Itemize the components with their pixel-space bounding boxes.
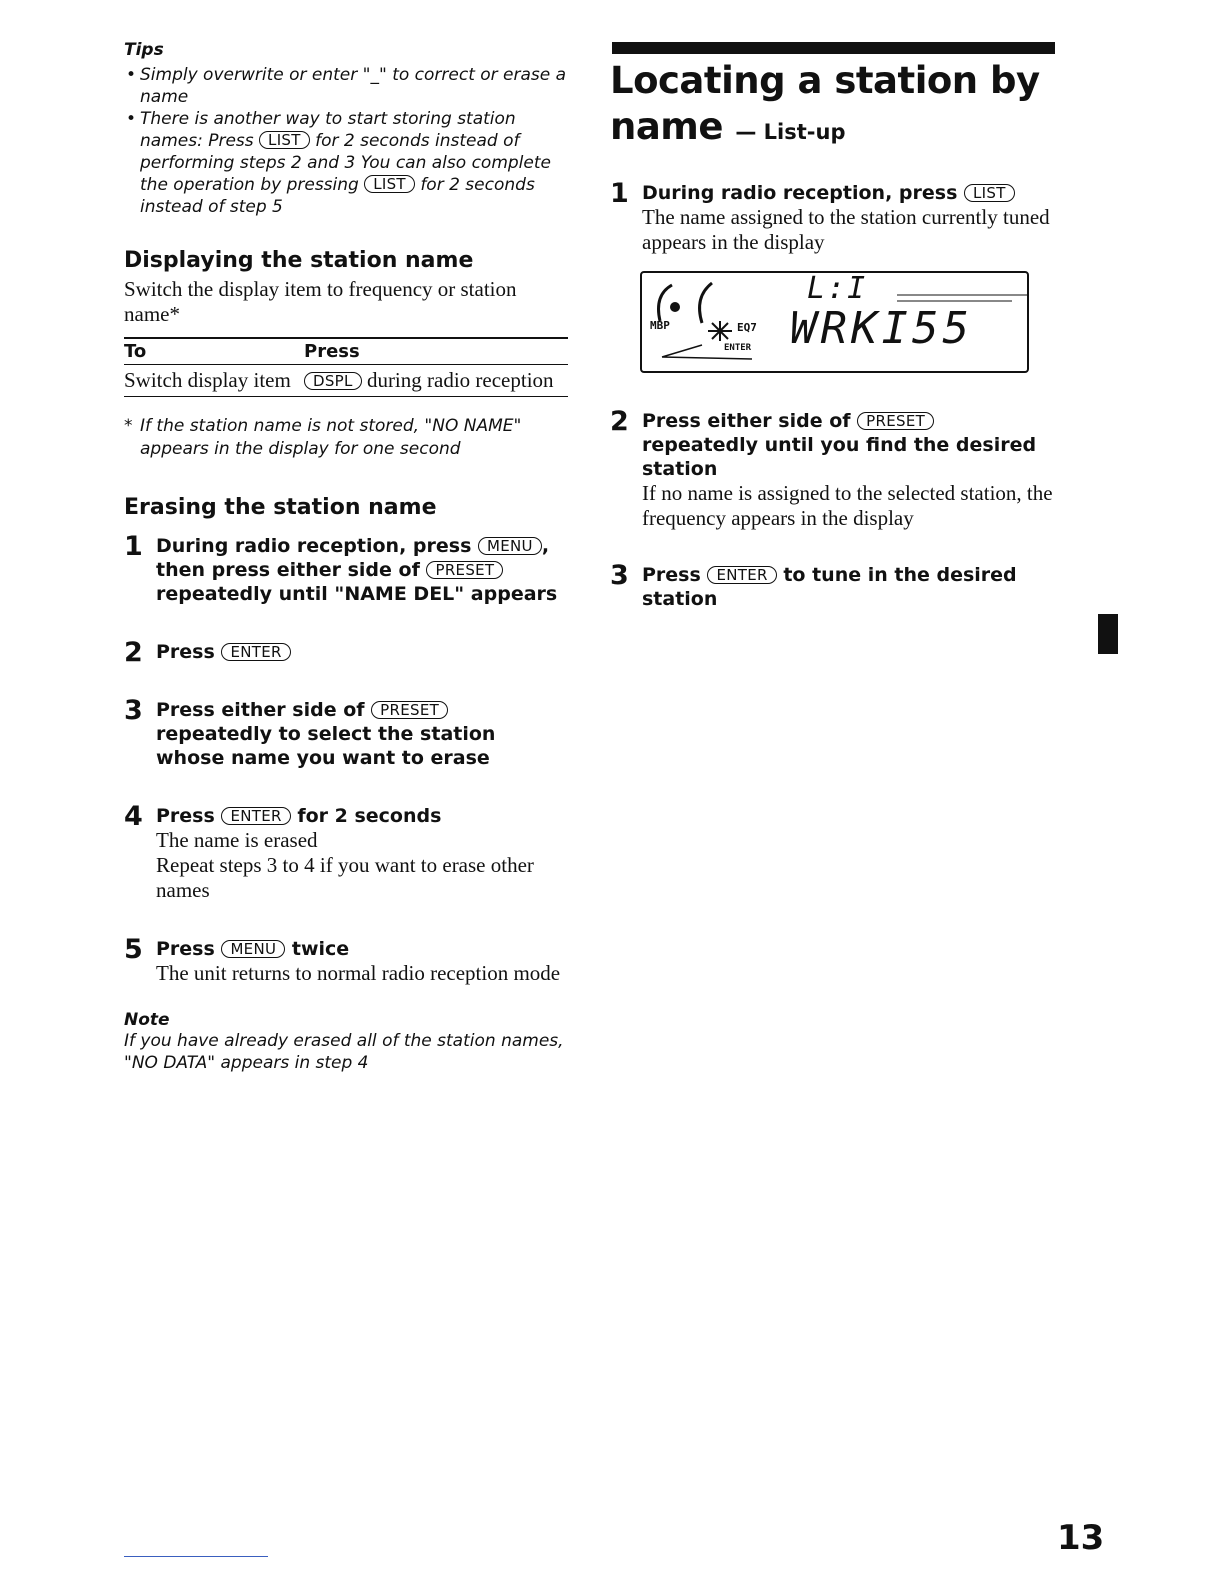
step-text: During radio reception, press bbox=[642, 182, 958, 204]
step-instruction bbox=[642, 409, 1055, 481]
bottom-rule bbox=[124, 1556, 268, 1557]
preset-key: PRESET bbox=[371, 701, 448, 719]
table-header-row bbox=[124, 338, 568, 365]
step-number: 1 bbox=[124, 531, 143, 562]
step-instruction bbox=[156, 640, 569, 664]
enter-key: ENTER bbox=[221, 807, 290, 825]
step-text: repeatedly until "NAME DEL" appears bbox=[156, 583, 558, 605]
step-description: The unit returns to normal radio reception mode bbox=[156, 961, 561, 985]
lcd-top-chars: L:I bbox=[807, 271, 868, 306]
step-text: Press either side of bbox=[156, 699, 365, 721]
preset-key: PRESET bbox=[857, 412, 934, 430]
enter-label: ENTER bbox=[724, 343, 752, 353]
title-line-2: name bbox=[610, 105, 723, 148]
menu-key: MENU bbox=[478, 537, 542, 555]
title-line-1: Locating a station by bbox=[610, 59, 1040, 102]
tips-block bbox=[124, 40, 569, 218]
lcd-display-illustration bbox=[640, 271, 1029, 373]
displaying-section bbox=[124, 248, 569, 461]
table-row bbox=[124, 365, 568, 397]
star-icon bbox=[708, 321, 732, 341]
mbp-label: MBP bbox=[650, 319, 670, 332]
enter-key: ENTER bbox=[221, 643, 290, 661]
preset-key: PRESET bbox=[426, 561, 503, 579]
step-number: 1 bbox=[610, 178, 629, 209]
menu-key: MENU bbox=[221, 940, 285, 958]
step-number: 2 bbox=[124, 637, 143, 668]
eq-label: EQ7 bbox=[737, 321, 757, 334]
tip-text: There is another way to start storing station names: Press bbox=[140, 109, 516, 151]
locate-step-3 bbox=[610, 560, 1055, 611]
press-text: during radio reception bbox=[366, 368, 554, 392]
section-heading: Displaying the station name bbox=[124, 248, 474, 273]
section-intro: Switch the display item to frequency or station name* bbox=[124, 277, 517, 326]
footnote-text: If the station name is not stored, "NO NAME" appears in the display for one second bbox=[140, 416, 522, 459]
step-1 bbox=[124, 531, 569, 606]
tip-item bbox=[124, 108, 569, 218]
step-text: Press bbox=[156, 641, 215, 663]
title-subtitle: — List-up bbox=[735, 120, 846, 144]
section-top-bar bbox=[612, 42, 1055, 54]
step-text: repeatedly to select the station whose name you want to erase bbox=[156, 723, 496, 769]
arc-left-icon bbox=[659, 285, 673, 321]
col-header-to: To bbox=[124, 338, 304, 365]
step-5 bbox=[124, 934, 569, 986]
step-number: 2 bbox=[610, 406, 629, 437]
lcd-main-text: WRKI55 bbox=[790, 303, 973, 354]
step-number: 3 bbox=[124, 695, 143, 726]
page-edge-marker bbox=[1098, 614, 1118, 654]
footnote-star: * bbox=[124, 416, 133, 436]
step-text: Press bbox=[642, 564, 701, 586]
note-block bbox=[124, 1010, 569, 1074]
step-instruction bbox=[156, 937, 569, 961]
tip-item bbox=[124, 64, 569, 108]
step-text: During radio reception, press bbox=[156, 535, 472, 557]
step-number: 5 bbox=[124, 934, 143, 965]
step-text: , then press either side of bbox=[156, 535, 550, 581]
step-2 bbox=[124, 637, 569, 668]
step-instruction bbox=[156, 698, 569, 770]
step-description: Repeat steps 3 to 4 if you want to erase other names bbox=[156, 853, 534, 902]
section-heading: Erasing the station name bbox=[124, 495, 437, 520]
tip-text: Simply overwrite or enter "_" to correct or erase a name bbox=[140, 65, 567, 107]
list-key: LIST bbox=[259, 131, 310, 149]
note-title: Note bbox=[124, 1010, 170, 1030]
locate-step-2 bbox=[610, 406, 1055, 531]
cell-press bbox=[304, 365, 568, 397]
arc-right-icon bbox=[700, 283, 712, 323]
bar-lines bbox=[897, 295, 1027, 301]
locate-step-1 bbox=[610, 178, 1055, 255]
step-text: to tune in the desired station bbox=[642, 564, 1017, 610]
list-key: LIST bbox=[964, 184, 1015, 202]
step-instruction bbox=[156, 534, 569, 606]
step-instruction bbox=[642, 563, 1055, 611]
tips-title: Tips bbox=[124, 40, 164, 60]
cell-to: Switch display item bbox=[124, 365, 304, 397]
step-text: Press either side of bbox=[642, 410, 851, 432]
right-column bbox=[610, 58, 1055, 611]
step-4 bbox=[124, 801, 569, 903]
dot-icon bbox=[670, 302, 680, 312]
step-instruction bbox=[642, 181, 1055, 205]
reference-table bbox=[124, 337, 568, 397]
page-number: 13 bbox=[1057, 1518, 1105, 1558]
enter-key: ENTER bbox=[707, 566, 776, 584]
note-text: If you have already erased all of the station names, "NO DATA" appears in step 4 bbox=[124, 1031, 564, 1073]
page-title bbox=[610, 58, 1055, 155]
tip-text: for 2 seconds instead of performing steps 2 and 3 You can also complete the operation by pressing bbox=[140, 131, 551, 195]
step-text: repeatedly until you find the desired station bbox=[642, 434, 1037, 480]
col-header-press: Press bbox=[304, 338, 568, 365]
step-description: The name is erased bbox=[156, 828, 318, 852]
left-column bbox=[124, 40, 569, 1074]
step-description: If no name is assigned to the selected station, the frequency appears in the display bbox=[642, 481, 1053, 530]
step-text: twice bbox=[291, 938, 350, 960]
erasing-section bbox=[124, 495, 569, 1074]
list-key: LIST bbox=[364, 175, 415, 193]
step-number: 4 bbox=[124, 801, 143, 832]
tip-text: for 2 seconds instead of step 5 bbox=[140, 175, 535, 217]
step-instruction bbox=[156, 804, 569, 828]
step-text: for 2 seconds bbox=[297, 805, 442, 827]
step-text: Press bbox=[156, 938, 215, 960]
dspl-key: DSPL bbox=[304, 372, 362, 390]
step-number: 3 bbox=[610, 560, 629, 591]
step-description: The name assigned to the station currently tuned appears in the display bbox=[642, 205, 1050, 254]
footnote bbox=[124, 415, 569, 461]
step-text: Press bbox=[156, 805, 215, 827]
step-3 bbox=[124, 695, 569, 770]
